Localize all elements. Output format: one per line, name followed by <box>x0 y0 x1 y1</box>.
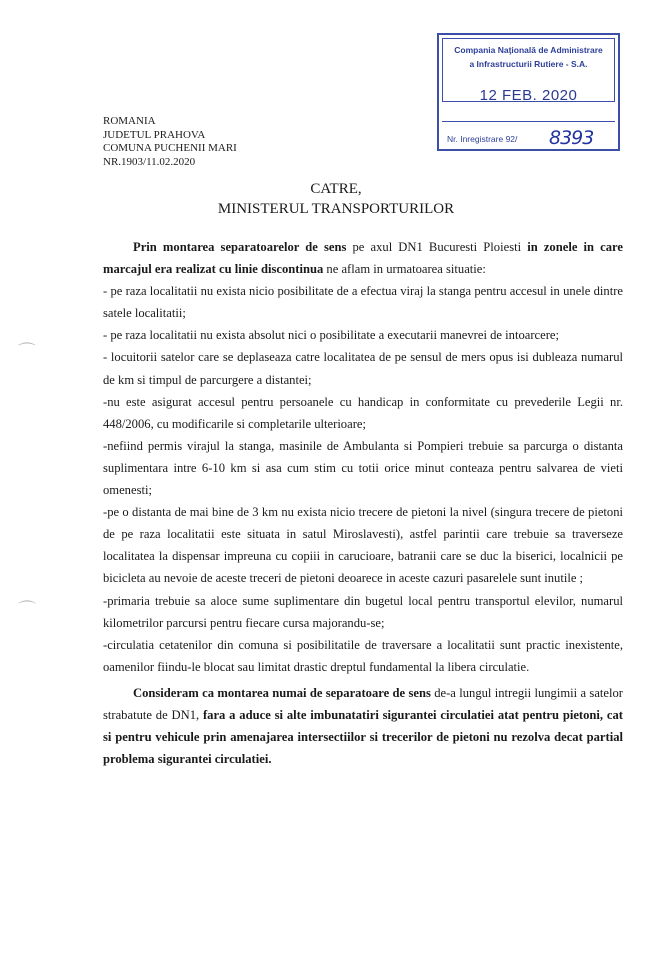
stamp-company-line1: Compania Naţională de Administrare <box>454 45 603 55</box>
conclusion-bold-a: Consideram ca montarea numai de separatoare de sens <box>133 685 431 700</box>
header-commune: COMUNA PUCHENII MARI <box>103 142 237 154</box>
header-document-number: NR.1903/11.02.2020 <box>103 155 196 168</box>
intro-paragraph <box>103 236 623 280</box>
margin-punch-mark: ⌒ <box>18 600 36 621</box>
list-item: - pe raza localitatii nu exista nicio posibilitate de a efectua viraj la stanga pentru accesul in unele dintre satele localitatii; <box>103 284 623 321</box>
intro-text-b: pe axul DN1 Bucuresti Ploiesti <box>346 240 528 254</box>
stamp-date: 12 FEB. 2020 <box>479 87 578 104</box>
conclusion-text-b: de-a lungul intregii lungimii a satelor strabatute de DN1, <box>103 685 623 722</box>
sender-header <box>103 115 237 169</box>
conclusion-paragraph <box>103 682 623 770</box>
list-item: -nu este asigurat accesul pentru persoanele cu handicap in conformitate cu prevederile Legii nr. 448/2006, cu modificarile si completarile ulterioare; <box>103 394 623 431</box>
addressee-line2: MINISTERUL TRANSPORTURILOR <box>217 201 455 217</box>
intro-bold-a: Prin montarea separatoarelor de sens <box>133 240 347 254</box>
margin-punch-mark: ⌒ <box>18 342 36 363</box>
letter-body <box>103 236 623 770</box>
conclusion-bold-c: fara a aduce si alte imbunatatiri sigurantei circulatiei atat pentru pietoni, cat si pentru vehicule prin amenajarea intersectiilor si trecerilor de pietoni nu rezolva decat partial problema sigurantei circulatiei. <box>103 707 623 767</box>
intro-bold-c: in zonele in care marcajul era realizat cu linie discontinua <box>103 240 623 277</box>
stamp-divider <box>442 121 615 122</box>
stamp-registration-label: Nr. Inregistrare 92/ <box>447 134 518 144</box>
addressee-line1: CATRE, <box>310 181 362 197</box>
intro-text-d: ne aflam in urmatoarea situatie: <box>323 262 486 277</box>
list-item: -nefiind permis virajul la stanga, masinile de Ambulanta si Pompieri trebuie sa parcurga o distanta suplimentara intre 6-10 km si asa cum stim cu totii orice minut conteaza pentru salvarea de vieti omenesti; <box>103 438 623 498</box>
header-country: ROMANIA <box>103 115 156 127</box>
registration-stamp <box>437 33 620 151</box>
header-county: JUDETUL PRAHOVA <box>103 128 206 141</box>
stamp-registration-number: 8393 <box>549 127 594 149</box>
list-item: -primaria trebuie sa aloce sume suplimentare din bugetul local pentru transportul elevilor, numarul kilometrilor parcursi pentru fiecare cursa majorandu-se; <box>103 593 623 630</box>
list-item: -circulatia cetatenilor din comuna si posibilitatile de traversare a localitatii sunt practic inexistente, oamenilor fiindu-le blocat sau limitat drastic dreptul fundamental la libera circulatie. <box>103 637 623 674</box>
stamp-company-line2: a Infrastructurii Rutiere - S.A. <box>469 59 588 69</box>
list-item: -pe o distanta de mai bine de 3 km nu exista nicio trecere de pietoni la nivel (singura trecere de pietoni de pe raza localitatii este situata in satul Miroslavesti), astfel parintii care trebuie sa traverseze localitatea la dispensar impreuna cu copiii in carucioare, batranii care se duc la biserici, localnicii pe bicicleta au nevoie de aceste treceri de pietoni deoarece in aceste cazuri pasarelele sunt inutile ; <box>103 505 623 586</box>
list-item: - pe raza localitatii nu exista absolut nici o posibilitate a executarii manevrei de intoarcere; <box>103 328 559 343</box>
list-item: - locuitorii satelor care se deplaseaza catre localitatea de pe sensul de mers opus isi dubleaza numarul de km si timpul de parcurgere a distantei; <box>103 350 623 387</box>
